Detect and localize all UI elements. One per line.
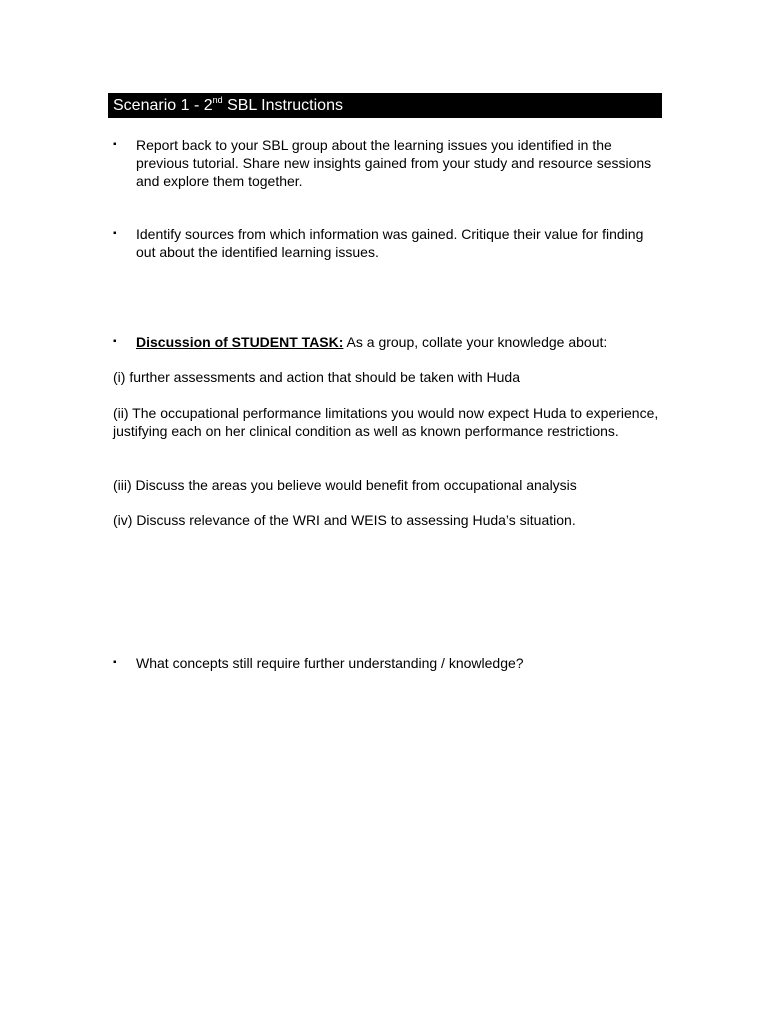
task-item-i: (i) further assessments and action that should be taken with Huda: [113, 369, 520, 385]
bullet-text: [136, 333, 661, 351]
title-ordinal-suffix: nd: [212, 94, 223, 105]
task-item-iv: (iv) Discuss relevance of the WRI and WEIS to assessing Huda’s situation.: [113, 512, 576, 528]
student-task-text: As a group, collate your knowledge about:: [343, 334, 608, 350]
bullet-text: What concepts still require further understanding / knowledge?: [136, 655, 524, 671]
bullet-square-icon: ▪: [113, 336, 117, 347]
bullet-further-concepts: [113, 654, 661, 672]
bullet-report-back: [113, 136, 661, 190]
title-text-pre: Scenario 1 - 2: [113, 97, 213, 114]
bullet-text: Report back to your SBL group about the learning issues you identified in the previous tutorial. Share new insights gained from your study and resource sessions and explore them together.: [136, 137, 652, 189]
bullet-text: Identify sources from which information was gained. Critique their value for finding out about the identified learning issues.: [136, 226, 644, 260]
section-title-bar: [108, 93, 662, 118]
bullet-square-icon: ▪: [113, 228, 117, 239]
title-text-post: SBL Instructions: [222, 97, 343, 114]
bullet-square-icon: ▪: [113, 139, 117, 150]
bullet-square-icon: ▪: [113, 657, 117, 668]
bullet-identify-sources: [113, 225, 661, 261]
task-item-ii: (ii) The occupational performance limitations you would now expect Huda to experience, justifying each on her clinical condition as well as known performance restrictions.: [113, 405, 659, 439]
task-item-iii: (iii) Discuss the areas you believe would benefit from occupational analysis: [113, 477, 577, 493]
bullet-student-task: [113, 333, 661, 351]
student-task-heading: Discussion of STUDENT TASK:: [136, 334, 344, 350]
